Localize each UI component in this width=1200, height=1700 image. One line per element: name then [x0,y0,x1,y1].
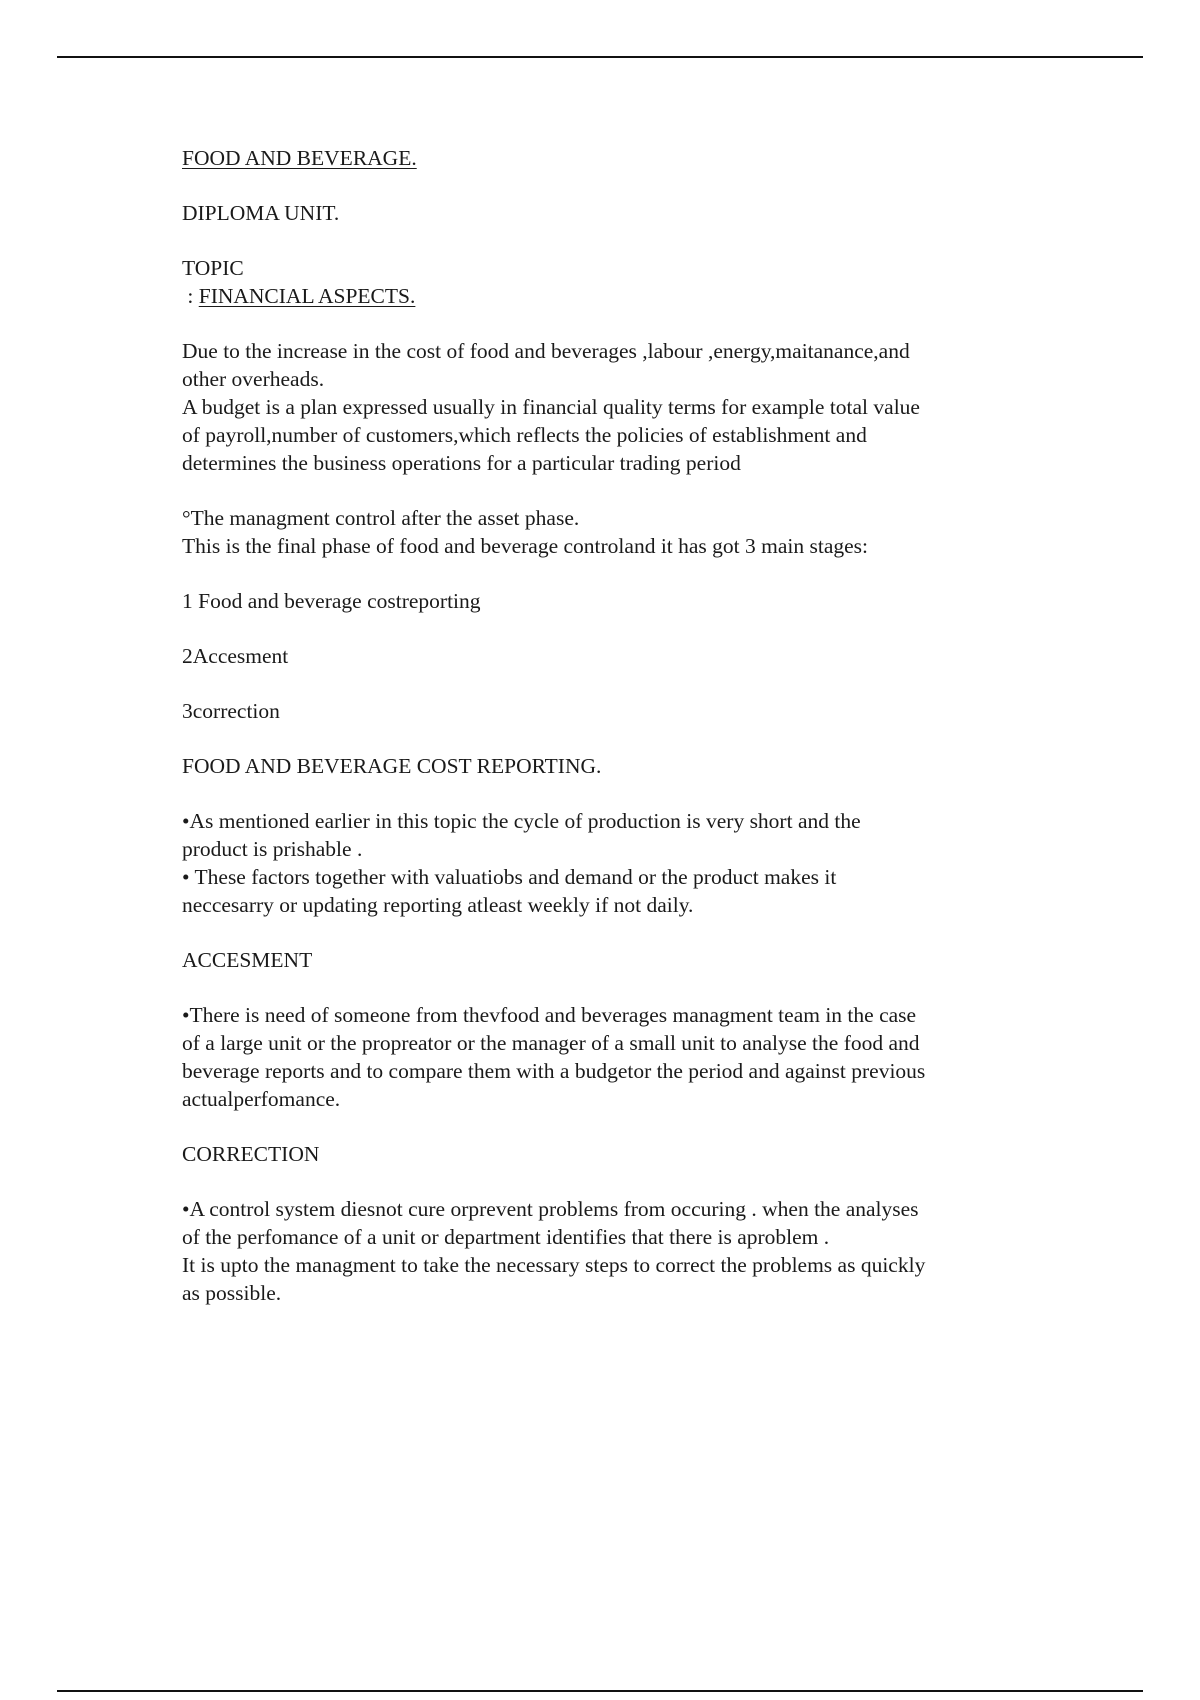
paragraph-line: •A control system diesnot cure orprevent problems from occuring . when the analyses [182,1197,919,1221]
document-body [182,144,1042,1307]
paragraph-line: as possible. [182,1281,282,1305]
paragraph-line: of the perfomance of a unit or department identifies that there is aproblem . [182,1225,830,1249]
paragraph-line: of payroll,number of customers,which reflects the policies of establishment and [182,423,867,447]
topic-prefix: : [182,284,199,308]
paragraph-line: It is upto the managment to take the necessary steps to correct the problems as quickly [182,1253,926,1277]
accesment-paragraph [182,1001,1042,1113]
paragraph-line: of a large unit or the propreator or the manager of a small unit to analyse the food and [182,1031,920,1055]
intro-paragraph [182,337,1042,477]
document-title: FOOD AND BEVERAGE. [182,146,417,170]
cost-reporting-paragraph [182,807,1042,919]
paragraph-line: other overheads. [182,367,325,391]
section-heading-accesment: ACCESMENT [182,948,313,972]
topic-label: TOPIC [182,256,244,280]
footer-rule [57,1690,1143,1692]
paragraph-line: A budget is a plan expressed usually in financial quality terms for example total value [182,395,920,419]
paragraph-line: •There is need of someone from thevfood and beverages managment team in the case [182,1003,917,1027]
paragraph-line: •As mentioned earlier in this topic the cycle of production is very short and the [182,809,861,833]
paragraph-line: Due to the increase in the cost of food and beverages ,labour ,energy,maitanance,and [182,339,910,363]
section-heading-cost-reporting: FOOD AND BEVERAGE COST REPORTING. [182,754,602,778]
paragraph-line: determines the business operations for a particular trading period [182,451,741,475]
paragraph-line: • These factors together with valuatiobs and demand or the product makes it [182,865,837,889]
unit-label: DIPLOMA UNIT. [182,201,340,225]
correction-paragraph [182,1195,1042,1307]
stage-item: 2Accesment [182,644,289,668]
paragraph-line: beverage reports and to compare them with a budgetor the period and against previous [182,1059,926,1083]
stage-item: 3correction [182,699,280,723]
stage-item: 1 Food and beverage costreporting [182,589,481,613]
paragraph-line: neccesarry or updating reporting atleast weekly if not daily. [182,893,694,917]
header-rule [57,56,1143,58]
control-paragraph [182,504,1042,560]
section-heading-correction: CORRECTION [182,1142,320,1166]
topic-line [182,282,1042,310]
paragraph-line: actualperfomance. [182,1087,341,1111]
paragraph-line: This is the final phase of food and beverage controland it has got 3 main stages: [182,534,869,558]
paragraph-line: °The managment control after the asset phase. [182,506,580,530]
paragraph-line: product is prishable . [182,837,363,861]
topic-value: FINANCIAL ASPECTS. [198,284,416,308]
